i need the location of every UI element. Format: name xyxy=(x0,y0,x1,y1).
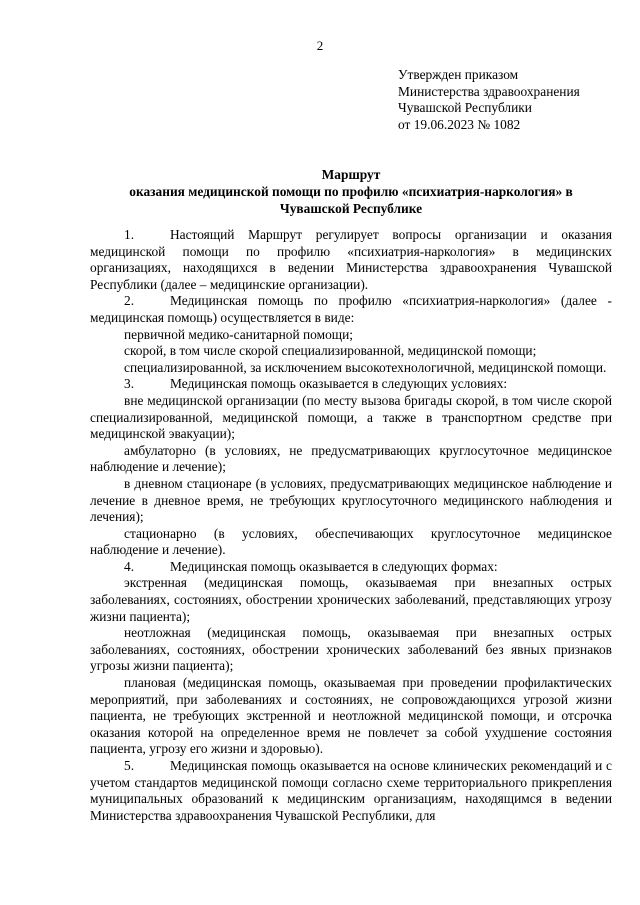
paragraph-number: 2. xyxy=(124,293,135,309)
title-line: Чувашской Республике xyxy=(279,200,423,216)
approval-line: Чувашской Республики xyxy=(398,100,532,115)
list-item: плановая (медицинская помощь, оказываемая при проведении профилактических мероприятий, при заболеваниях и состояниях, не сопровождающихся угрозой жизни пациента, не требующих экстренной и неотложной медицинской помощи, и отсрочка оказания которой на определенное время не повлечет за собой ухудшение состояния пациента, угрозу его жизни и здоровью). xyxy=(90,675,612,757)
page-number: 2 xyxy=(316,38,324,53)
title-line: оказания медицинской помощи по профилю «психиатрия-наркология» в xyxy=(129,183,573,199)
paragraph-4 xyxy=(90,559,612,576)
paragraph-text: Медицинская помощь оказывается на основе клинических рекомендаций и с учетом стандартов медицинской помощи согласно схеме территориального прикрепления муниципальных образований к медицинским организациям, находящимся в ведении Министерства здравоохранения Чувашской Республики, для xyxy=(90,758,612,823)
list-item: скорой, в том числе скорой специализированной, медицинской помощи; xyxy=(124,343,537,359)
paragraph-number: 3. xyxy=(124,376,135,392)
paragraph-number: 5. xyxy=(124,758,135,773)
list-item: в дневном стационаре (в условиях, предусматривающих медицинское наблюдение и лечение в дневное время, не требующих круглосуточного медицинского наблюдения и лечения); xyxy=(90,475,612,525)
paragraph-text: Медицинская помощь оказывается в следующих условиях: xyxy=(170,376,508,392)
paragraph-number: 4. xyxy=(124,558,135,574)
paragraph-1 xyxy=(90,227,612,293)
approval-line: Министерства здравоохранения xyxy=(398,83,580,99)
list-item: экстренная (медицинская помощь, оказываемая при внезапных острых заболеваниях, состояниях, обострении хронических заболеваний, представляющих угрозу жизни пациента); xyxy=(90,575,612,624)
paragraph-number: 1. xyxy=(124,227,135,242)
list-item: стационарно (в условиях, обеспечивающих круглосуточное медицинское наблюдение и лечение). xyxy=(90,525,612,558)
paragraph-5 xyxy=(90,758,612,824)
approval-stamp xyxy=(398,67,580,133)
title-line: Маршрут xyxy=(321,167,381,182)
paragraph-text: Настоящий Маршрут регулирует вопросы организации и оказания медицинской помощи по профилю «психиатрия-наркология» в медицинских организациях, находящихся в ведении Министерства здравоохранения Чувашской Республики (далее – медицинские организации). xyxy=(90,227,612,292)
list-item: амбулаторно (в условиях, не предусматривающих круглосуточное медицинское наблюдение и лечение); xyxy=(90,442,612,475)
list-item: первичной медико-санитарной помощи; xyxy=(124,326,353,342)
approval-line: Утвержден приказом xyxy=(398,67,519,82)
paragraph-text: Медицинская помощь оказывается в следующих формах: xyxy=(170,558,498,574)
approval-line: от 19.06.2023 № 1082 xyxy=(398,116,521,132)
list-item: неотложная (медицинская помощь, оказываемая при внезапных острых заболеваниях, состояниях, обострении хронических заболеваний без явных признаков угрозы жизни пациента); xyxy=(90,625,612,674)
document-title xyxy=(90,167,612,217)
paragraph-text: Медицинская помощь по профилю «психиатрия-наркология» (далее - медицинская помощь) осуществляется в виде: xyxy=(90,293,612,325)
document-body xyxy=(90,227,612,824)
list-item: специализированной, за исключением высокотехнологичной, медицинской помощи. xyxy=(124,359,607,375)
paragraph-3 xyxy=(90,376,612,393)
list-item: вне медицинской организации (по месту вызова бригады скорой, в том числе скорой специализированной, медицинской помощи, а также в транспортном средстве при медицинской эвакуации); xyxy=(90,392,612,442)
paragraph-2 xyxy=(90,293,612,326)
